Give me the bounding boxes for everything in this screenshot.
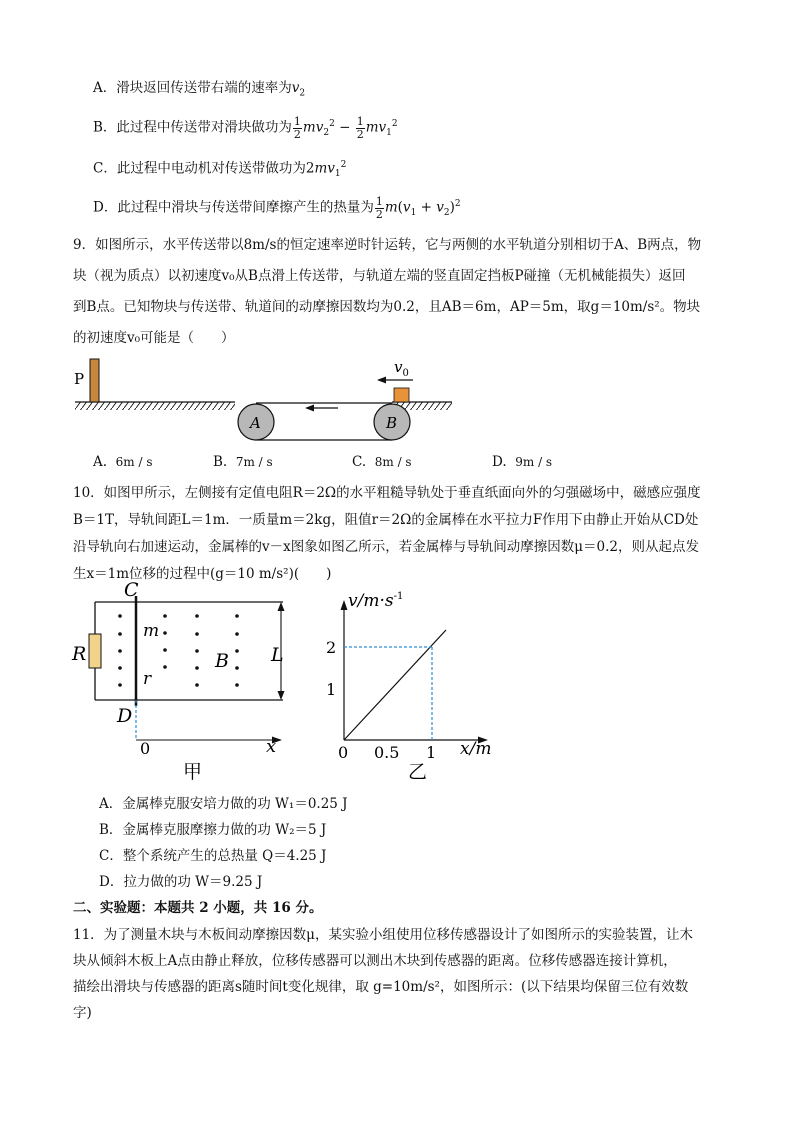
figure-jia-circuit <box>68 579 298 783</box>
q10-option-c: C．整个系统产生的总热量 Q＝4.25 J <box>99 848 327 864</box>
label-b: B <box>386 414 398 432</box>
q11-line-2: 块从倾斜木板上A点由静止释放，位移传感器可以测出木块到传感器的距离。位移传感器连接计算机， <box>73 953 677 969</box>
conveyor-belt-diagram <box>70 352 460 447</box>
q10-option-a: A．金属棒克服安培力做的功 W₁＝0.25 J <box>99 796 348 812</box>
q8-option-a <box>93 78 305 104</box>
q10-line-2: B＝1T，导轨间距L＝1m．一质量m＝2kg，阻值r＝2Ω的金属棒在水平拉力F作用下由静止开始从CD处 <box>73 512 699 528</box>
tick-x-0: 0 <box>338 743 349 762</box>
ground-left <box>75 402 235 410</box>
tick-x-05: 0.5 <box>374 743 400 762</box>
q8-option-b: B．此过程中传送带对滑块做功为 $\frac{1}{2}$ $mv_2^2$ − $\frac{1}{2}$ $mv_1^2$ <box>93 114 398 141</box>
q10-line-3: 沿导轨向右加速运动，金属棒的v－x图象如图乙所示，若金属棒与导轨间动摩擦因数μ＝0.2，则从起点发 <box>73 539 699 555</box>
q10-line-4: 生x＝1m位移的过程中(g＝10 m/s²)( ) <box>73 566 332 582</box>
block <box>394 388 409 402</box>
label-R: R <box>72 643 87 665</box>
q10-line-1: 10．如图甲所示，左侧接有定值电阻R＝2Ω的水平粗糙导轨处于垂直纸面向外的匀强磁场中，磁感应强度 <box>73 485 701 501</box>
q8-option-d-text: D．此过程中滑块与传送带间摩擦产生的热量为 <box>93 199 374 216</box>
caption-yi: 乙 <box>408 761 428 783</box>
q9-line-3: 到B点。已知物块与传送带、轨道间的动摩擦因数均为0.2，且AB＝6m，AP＝5m，取g＝10m/s²。物块 <box>73 299 701 315</box>
q11-line-1: 11．为了测量木块与木板间动摩擦因数μ，某实验小组使用位移传感器设计了如图所示的实验装置，让木 <box>73 927 693 943</box>
q9-line-1: 9．如图所示，水平传送带以8m/s的恒定速率逆时针运转，它与两侧的水平轨道分别相切于A、B两点，物 <box>73 237 702 253</box>
q9-option-d: D. 9m / s <box>492 454 553 470</box>
q11-line-3: 描绘出滑块与传感器的距离s随时间t变化规律，取 g=10m/s²，如图所示：(以下结果均保留三位有效数 <box>73 979 689 995</box>
y-axis-label: $v/m\cdot s^{-1}$ <box>348 591 404 611</box>
q8-option-a-text: A．滑块返回传送带右端的速率为 <box>93 80 292 96</box>
fraction-half: $\frac{1}{2}$ <box>293 114 301 141</box>
q9-option-c: C. 8m / s <box>352 454 412 470</box>
q8-option-b-text: B．此过程中传送带对滑块做功为 <box>93 119 292 136</box>
tick-x-1: 1 <box>426 743 437 762</box>
resistor-r <box>89 634 101 668</box>
q10-option-d: D．拉力做的功 W＝9.25 J <box>99 874 263 890</box>
q9-line-2: 块（视为质点）以初速度v₀从B点滑上传送带，与轨道左端的竖直固定挡板P碰撞（无机械能损失）返回 <box>73 268 686 284</box>
q8-option-a-var: v <box>291 80 300 96</box>
caption-jia: 甲 <box>183 761 203 783</box>
q8-option-c-text: C．此过程中电动机对传送带做功为 <box>93 160 306 177</box>
tick-y-1: 1 <box>326 680 337 699</box>
barrier-p <box>90 359 99 402</box>
tick-y-2: 2 <box>326 638 337 657</box>
q10-option-b: B．金属棒克服摩擦力做的功 W₂＝5 J <box>99 822 327 838</box>
q8-option-d: D．此过程中滑块与传送带间摩擦产生的热量为 $\frac{1}{2}$ $m(v_1 + v_2)^2$ <box>93 194 461 221</box>
label-origin: 0 <box>140 739 151 758</box>
q8-option-a-sub: 2 <box>299 88 306 99</box>
fraction-half: $\frac{1}{2}$ <box>375 194 383 221</box>
label-r: r <box>143 669 152 689</box>
q11-line-4: 字) <box>73 1005 92 1021</box>
label-v0: $v_0$ <box>394 358 409 379</box>
q9-option-b: B. 7m / s <box>213 454 273 470</box>
q9-line-4: 的初速度v₀可能是（ ） <box>73 330 235 346</box>
label-a: A <box>250 414 261 432</box>
label-D: D <box>117 705 133 727</box>
label-x: x <box>266 736 277 757</box>
section-heading: 二、实验题：本题共 2 小题，共 16 分。 <box>73 900 323 916</box>
label-B: B <box>215 650 229 672</box>
q9-option-a: A. 6m / s <box>93 454 153 470</box>
fraction-half: $\frac{1}{2}$ <box>356 114 364 141</box>
q8-option-c: C．此过程中电动机对传送带做功为$2mv_1^2$ <box>93 160 347 180</box>
label-p: P <box>74 370 85 388</box>
x-axis-label: x/m <box>460 739 492 759</box>
figure-yi-graph <box>320 582 520 782</box>
label-C: C <box>124 579 139 601</box>
label-m: m <box>143 621 160 641</box>
label-L: L <box>271 644 284 666</box>
